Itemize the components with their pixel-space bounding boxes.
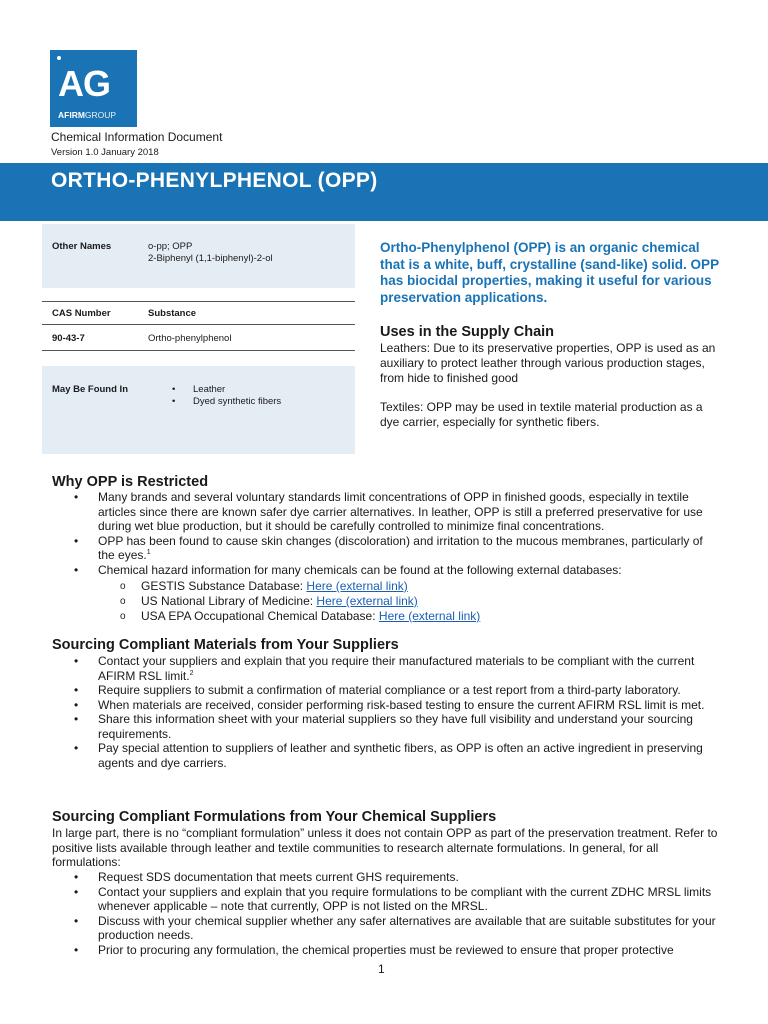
substance-header: Substance [148, 308, 197, 319]
document-type: Chemical Information Document [51, 130, 223, 144]
other-names-label: Other Names [52, 241, 112, 252]
gestis-link[interactable]: Here (external link) [306, 579, 408, 593]
database-item-gestis: o GESTIS Substance Database: Here (external link) [52, 579, 722, 594]
uses-textiles: Textiles: OPP may be used in textile material production as a dye carrier, especially for synthetic fibers. [380, 400, 703, 429]
intro-summary: Ortho-Phenylphenol (OPP) is an organic chemical that is a white, buff, crystalline (sand-like) solid. OPP has biocidal properties, making it useful for various preservation applications. [380, 240, 719, 305]
list-item: • Pay special attention to suppliers of leather and synthetic fibers, as OPP is often an active ingredient in preserving agents and dye carriers. [52, 741, 722, 770]
other-name-2: 2-Biphenyl (1,1-biphenyl)-2-ol [148, 253, 273, 264]
table-rule-bottom [42, 350, 355, 351]
list-item: • Request SDS documentation that meets current GHS requirements. [52, 870, 722, 885]
formulations-list [52, 870, 722, 957]
materials-list [52, 654, 722, 770]
list-item: • Many brands and several voluntary standards limit concentrations of OPP in finished goods, especially in textile articles since there are known safer dye carrier alternatives. In leather, OPP is still a preferred preservative for use during wet blue production, but it should be carefully controlled to minimize final concentrations. [52, 490, 722, 534]
uses-leathers: Leathers: Due to its preservative properties, OPP is used as an auxiliary to protect leather through various production stages, from hide to finished good [380, 341, 716, 385]
database-item-nlm: o US National Library of Medicine: Here (external link) [52, 594, 722, 609]
table-rule-top [42, 301, 355, 302]
list-item: • Share this information sheet with your material suppliers so they have full visibility and understand your sourcing requirements. [52, 712, 722, 741]
found-in-label: May Be Found In [52, 384, 128, 395]
list-item: • Prior to procuring any formulation, the chemical properties must be reviewed to ensure that proper protective [52, 943, 722, 958]
afirm-logo [50, 50, 137, 127]
list-item: • Contact your suppliers and explain that you require formulations to be compliant with the current ZDHC MRSL limits whenever applicable – note that currently, OPP is not listed on the MRSL. [52, 885, 722, 914]
found-in-panel [42, 366, 355, 454]
cas-value: 90-43-7 [52, 333, 85, 344]
database-item-epa: o USA EPA Occupational Chemical Database: Here (external link) [52, 609, 722, 624]
list-item: • Discuss with your chemical supplier whether any safer alternatives are available that are suitable substitutes for your production needs. [52, 914, 722, 943]
table-rule-header [42, 324, 355, 325]
title-banner [0, 163, 768, 221]
uses-heading: Uses in the Supply Chain [380, 324, 555, 340]
list-item: • Chemical hazard information for many chemicals can be found at the following external databases: [52, 563, 722, 578]
found-bullet-2: • [172, 396, 176, 407]
why-heading: Why OPP is Restricted [52, 474, 209, 490]
materials-heading: Sourcing Compliant Materials from Your Suppliers [52, 637, 399, 653]
found-item-fibers: Dyed synthetic fibers [193, 396, 282, 407]
logo-wordmark: AFIRMGROUP [58, 110, 117, 120]
cas-header: CAS Number [52, 308, 111, 319]
list-item: • OPP has been found to cause skin changes (discoloration) and irritation to the mucous membranes, particularly of the eyes.$^1$ [52, 534, 722, 563]
list-item: • Require suppliers to submit a confirmation of material compliance or a test report from a third-party laboratory. [52, 683, 722, 698]
list-item: • Contact your suppliers and explain that you require their manufactured materials to be compliant with the current AFIRM RSL limit.$^2$ [52, 654, 722, 683]
formulations-heading: Sourcing Compliant Formulations from Your Chemical Suppliers [52, 809, 497, 825]
logo-mark: AG [58, 63, 110, 104]
found-item-leather: Leather [193, 384, 226, 395]
epa-link[interactable]: Here (external link) [378, 609, 481, 623]
why-list [52, 490, 722, 577]
found-bullet-1: • [172, 384, 176, 395]
formulations-intro: In large part, there is no “compliant formulation” unless it does not contain OPP as part of the preservation treatment. Refer to positive lists available through leather and textile communities to research alternate formulations. In general, for all formulations: [52, 826, 718, 869]
other-name-1: o-pp; OPP [148, 241, 193, 252]
list-item: • When materials are received, consider performing risk-based testing to ensure the current AFIRM RSL limit is met. [52, 698, 722, 713]
page-title: ORTHO-PHENYLPHENOL (OPP) [51, 169, 378, 192]
database-list [52, 579, 722, 624]
substance-value: Ortho-phenylphenol [148, 333, 232, 344]
page-number: 1 [378, 962, 385, 976]
nlm-link[interactable]: Here (external link) [316, 594, 418, 608]
document-version: Version 1.0 January 2018 [51, 147, 159, 158]
